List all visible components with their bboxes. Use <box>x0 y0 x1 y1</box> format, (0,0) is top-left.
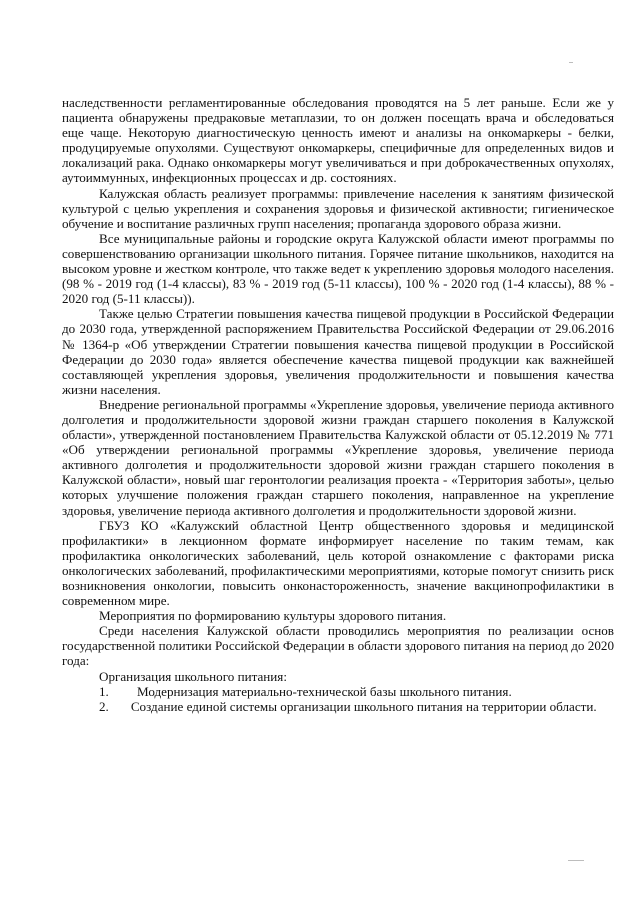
list-item-number: 2. <box>99 698 109 714</box>
scan-mark-top <box>569 62 573 63</box>
list-item-text: Модернизация материально-технической базы школьного питания. <box>137 683 512 699</box>
paragraph: Внедрение региональной программы «Укрепление здоровья, увеличение периода активного долголетия и продолжительности здоровой жизни граждан старшего поколения в Калужской области», утвержденной постановлением Правительства Калужской области от 05.12.2019 № 771 «Об утверждении региональной программы «Укрепление здоровья, увеличение периода активного долголетия и продолжительности здоровой жизни граждан старшего поколения в Калужской области», новый шаг геронтологии реализация проекта - «Территория заботы», целью которых улучшение положения граждан старшего поколения, направленное на укрепление здоровья, увеличение периода активного долголетия и продолжительности здоровой жизни. <box>62 396 614 518</box>
paragraph: Все муниципальные районы и городские округа Калужской области имеют программы по совершенствованию организации школьного питания. Горячее питание школьников, находится на высоком уровне и жестком контроле, что также ведет к укреплению здоровья молодого населения. (98 % - 2019 год (1-4 классы), 83 % - 2019 год (5-11 классы), 100 % - 2020 год (1-4 классы), 88 % - 2020 год (5-11 классы)). <box>62 230 614 307</box>
paragraph: Организация школьного питания: <box>99 668 287 684</box>
list-item <box>62 699 614 714</box>
list-item-text: Создание единой системы организации школьного питания на территории области. <box>130 698 597 714</box>
scan-mark-bottom <box>568 860 584 861</box>
paragraph: ГБУЗ КО «Калужский областной Центр общественного здоровья и медицинской профилактики» в лекционном формате информирует население по таким темам, как профилактика онкологических заболеваний, цель которой ознакомление с факторами риска онкологических заболеваний, профилактическими мероприятиями, которые помогут снизить риск возникновения онкологии, повысить онконастороженность, значение вакцинопрофилактики в современном мире. <box>62 517 614 609</box>
list-item <box>62 684 614 699</box>
paragraph: Среди населения Калужской области проводились мероприятия по реализации основ государственной политики Российской Федерации в области здорового питания на период до 2020 года: <box>62 623 614 669</box>
list-item-number: 1. <box>99 683 109 699</box>
paragraph: Также целью Стратегии повышения качества пищевой продукции в Российской Федерации до 2030 года, утвержденной распоряжением Правительства Российской Федерации от 29.06.2016 № 1364-р «Об утверждении Стратегии повышения качества пищевой продукции в Российской Федерации до 2030 года» является обеспечение качества пищевой продукции как важнейшей составляющей укрепления здоровья, увеличения продолжительности и повышения качества жизни населения. <box>62 306 614 397</box>
paragraph: наследственности регламентированные обследования проводятся на 5 лет раньше. Если же у пациента обнаружены предраковые метаплазии, то он должен посещать врача и обследоваться еще чаще. Некоторую диагностическую ценность имеют и анализы на онкомаркеры - белки, продуцируемые опухолями. Существуют онкомаркеры, специфичные для определенных видов и локализаций рака. Однако онкомаркеры могут увеличиваться и при доброкачественных опухолях, аутоиммунных, инфекционных процессах и др. состояниях. <box>62 95 614 186</box>
paragraph: Калужская область реализует программы: привлечение населения к занятиям физической культурой с целью укрепления и сохранения здоровья и физической активности; гигиеническое обучение и воспитание различных групп населения; пропаганда здорового образа жизни. <box>62 185 614 231</box>
paragraph: Мероприятия по формированию культуры здорового питания. <box>99 608 447 624</box>
document-body <box>62 95 614 714</box>
